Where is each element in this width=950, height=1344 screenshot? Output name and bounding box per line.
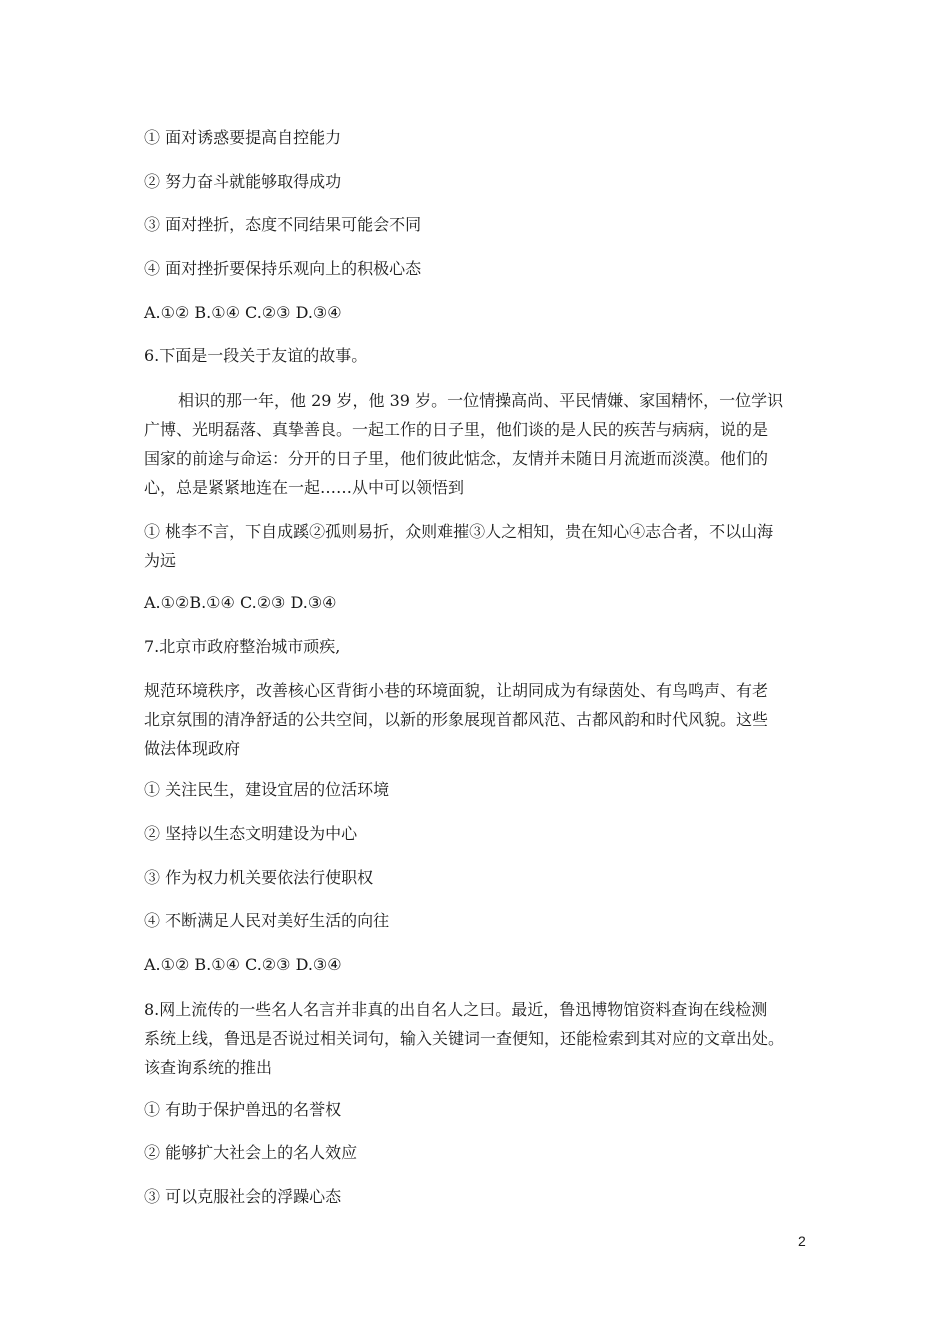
q5-option-3: ③ 面对挫折，态度不同结果可能会不同 — [144, 215, 422, 234]
q6-options — [144, 517, 814, 575]
q7-option-2: ② 坚持以生态文明建设为中心 — [144, 824, 358, 843]
q7-answer-choices: A.①② B.①④ C.②③ D.③④ — [144, 955, 342, 974]
q5-option-4: ④ 面对挫折要保持乐观向上的积极心态 — [144, 259, 422, 278]
q8-stem — [144, 995, 814, 1082]
q6-passage — [144, 386, 814, 502]
page-number: 2 — [798, 1233, 806, 1249]
q7-option-4: ④ 不断满足人民对美好生活的向往 — [144, 911, 390, 930]
q8-option-1: ① 有助于保护兽迅的名誉权 — [144, 1100, 342, 1119]
q7-passage — [144, 676, 814, 763]
q5-option-1: ① 面对诱惑要提高自控能力 — [144, 128, 342, 147]
q8-stem-line-2: 系统上线，鲁迅是否说过相关词句，输入关键词一查便知，还能检索到其对应的文章出处。 — [144, 1029, 785, 1048]
q6-passage-line-4: 心，总是紧紧地连在一起……从中可以领悟到 — [144, 478, 465, 497]
q8-option-2: ② 能够扩大社会上的名人效应 — [144, 1143, 358, 1162]
q7-stem: 7.北京市政府整治城市顽疾, — [144, 637, 341, 656]
q6-answer-choices: A.①②B.①④ C.②③ D.③④ — [144, 593, 337, 612]
q5-answer-choices: A.①② B.①④ C.②③ D.③④ — [144, 303, 342, 322]
q6-options-line-2: 为远 — [144, 551, 177, 570]
q8-stem-line-1: 8.网上流传的一些名人名言并非真的出自名人之曰。最近，鲁迅博物馆资料查询在线检测 — [144, 1000, 768, 1019]
q6-passage-line-3: 国家的前途与命运：分开的日子里，他们彼此惦念，友情并未随日月流逝而淡漠。他们的 — [144, 449, 769, 468]
q6-stem: 6.下面是一段关于友谊的故事。 — [144, 346, 368, 365]
q6-passage-line-2: 广博、光明磊落、真挚善良。一起工作的日子里，他们谈的是人民的疾苦与病病，说的是 — [144, 420, 769, 439]
q7-passage-line-3: 做法体现政府 — [144, 739, 241, 758]
q7-option-3: ③ 作为权力机关要依法行使职权 — [144, 868, 374, 887]
q6-options-line-1: ① 桃李不言，下自成蹊②孤则易折，众则难摧③人之相知，贵在知心④志合者，不以山海 — [144, 522, 774, 541]
q8-option-3: ③ 可以克服社会的浮躁心态 — [144, 1187, 342, 1206]
q7-passage-line-1: 规范环境秩序，改善核心区背街小巷的环境面貌，让胡同成为有绿茵处、有鸟鸣声、有老 — [144, 681, 769, 700]
q6-passage-line-1: 相识的那一年，他 29 岁，他 39 岁。一位情操高尚、平民情嫌、家国精怀，一位学识 — [178, 391, 784, 410]
q7-passage-line-2: 北京氛围的清净舒适的公共空间，以新的形象展现首都风范、古都风韵和时代风貌。这些 — [144, 710, 769, 729]
q5-option-2: ② 努力奋斗就能够取得成功 — [144, 172, 342, 191]
q7-option-1: ① 关注民生，建设宜居的位活环境 — [144, 780, 390, 799]
q8-stem-line-3: 该查询系统的推出 — [144, 1058, 273, 1077]
